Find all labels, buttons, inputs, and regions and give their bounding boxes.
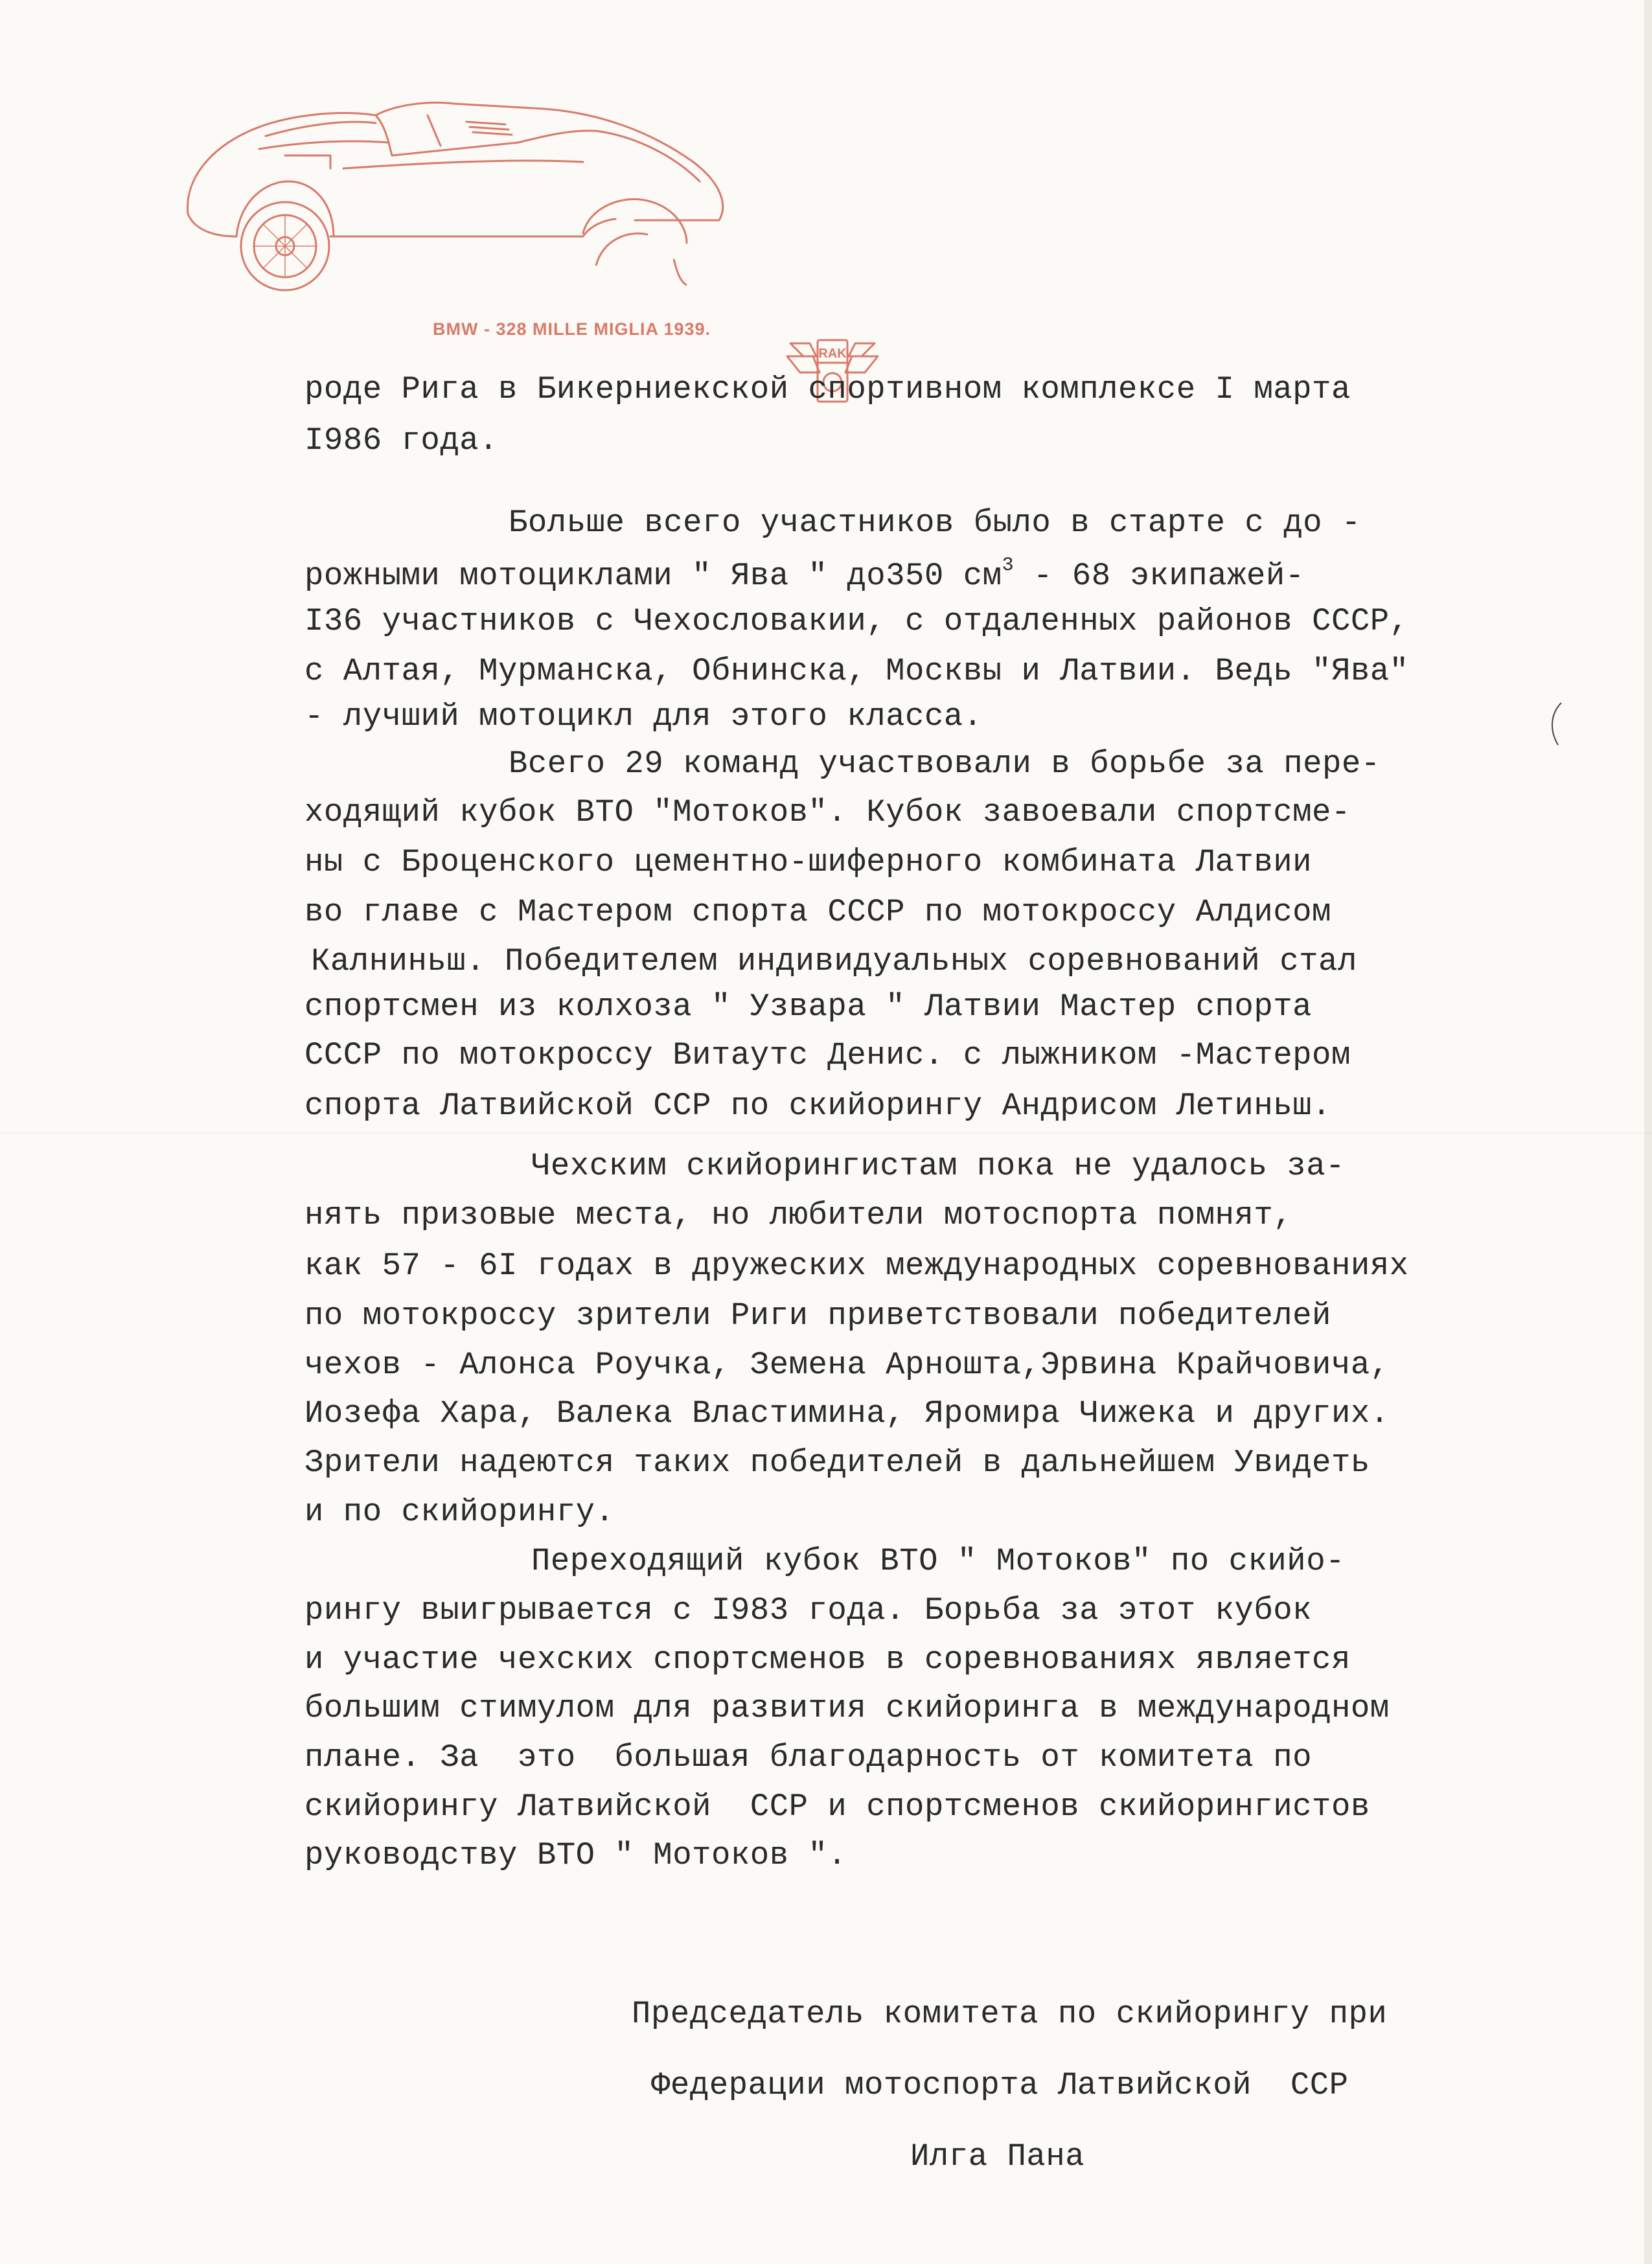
- body-line: во главе с Мастером спорта СССР по мотокроссу Алдисом: [304, 894, 1331, 930]
- margin-pen-mark: [1542, 700, 1568, 751]
- body-line: чехов - Алонса Роучка, Земена Арношта,Эрвина Крайчовича,: [304, 1347, 1390, 1383]
- body-line: СССР по мотокроссу Витаутс Денис. с лыжником -Мастером: [304, 1037, 1351, 1073]
- body-line: ны с Броценского цементно-шиферного комбината Латвии: [304, 844, 1313, 880]
- body-line: роде Рига в Бикерниекской спортивном комплексе I марта: [304, 371, 1351, 407]
- body-line: I986 года.: [304, 422, 499, 459]
- body-line: плане. За это большая благодарность от комитета по: [304, 1739, 1313, 1776]
- vintage-car-illustration: [181, 91, 739, 304]
- body-line: по мотокроссу зрители Риги приветствовали победителей: [304, 1298, 1331, 1334]
- body-line: ходящий кубок ВТО "Мотоков". Кубок завоевали спортсме-: [304, 794, 1351, 830]
- letterhead: [181, 91, 847, 361]
- signature-name: Илга Пана: [910, 2138, 1085, 2175]
- body-line: скийорингу Латвийской ССР и спортсменов скийорингистов: [304, 1789, 1370, 1825]
- body-line: рингу выигрывается с I983 года. Борьба за этот кубок: [304, 1592, 1313, 1629]
- body-line: спорта Латвийской ССР по скийорингу Андрисом Летиньш.: [304, 1088, 1331, 1124]
- signature-title: Председатель комитета по скийорингу при: [632, 1996, 1388, 2032]
- body-line: большим стимулом для развития скийоринга в международном: [304, 1690, 1390, 1726]
- body-line: как 57 - 6I годах в дружеских международных соревнованиях: [304, 1248, 1409, 1284]
- body-line: с Алтая, Мурманска, Обнинска, Москвы и Латвии. Ведь "Ява": [304, 653, 1409, 689]
- body-line: Всего 29 команд участвовали в борьбе за пере-: [509, 746, 1381, 782]
- body-line: Калниньш. Победителем индивидуальных соревнований стал: [311, 943, 1357, 979]
- emblem-lettering: RAK: [818, 347, 847, 361]
- body-line: руководству ВТО " Мотоков ".: [304, 1837, 847, 1873]
- body-text: - 68 экипажей-: [1014, 558, 1305, 594]
- body-line: Иозефа Хара, Валека Властимина, Яромира Чижека и других.: [304, 1395, 1390, 1432]
- body-line: I36 участников с Чехословакии, с отдаленных районов СССР,: [304, 603, 1409, 639]
- body-line-with-superscript: [304, 556, 1305, 592]
- paper-fold: [0, 1132, 1652, 1134]
- body-line: и по скийорингу.: [304, 1494, 615, 1530]
- body-line: - лучший мотоцикл для этого класса.: [304, 698, 983, 735]
- superscript: 3: [1002, 555, 1015, 577]
- signature-organization: Федерации мотоспорта Латвийской ССР: [651, 2067, 1349, 2103]
- body-line: и участие чехских спортсменов в соревнованиях является: [304, 1641, 1351, 1678]
- body-line: Чехским скийорингистам пока не удалось за-: [531, 1148, 1346, 1184]
- letterhead-caption: BMW - 328 MILLE MIGLIA 1939.: [433, 319, 711, 339]
- body-line: нять призовые места, но любители мотоспорта помнят,: [304, 1197, 1293, 1233]
- body-line: спортсмен из колхоза " Узвара " Латвии Мастер спорта: [304, 989, 1313, 1025]
- body-text: рожными мотоциклами " Ява " до350 см: [304, 558, 1002, 594]
- body-line: Зрители надеются таких победителей в дальнейшем Увидеть: [304, 1445, 1370, 1481]
- body-line: Переходящий кубок ВТО " Мотоков" по скийо-: [531, 1543, 1346, 1579]
- body-line: Больше всего участников было в старте с до -: [509, 505, 1361, 541]
